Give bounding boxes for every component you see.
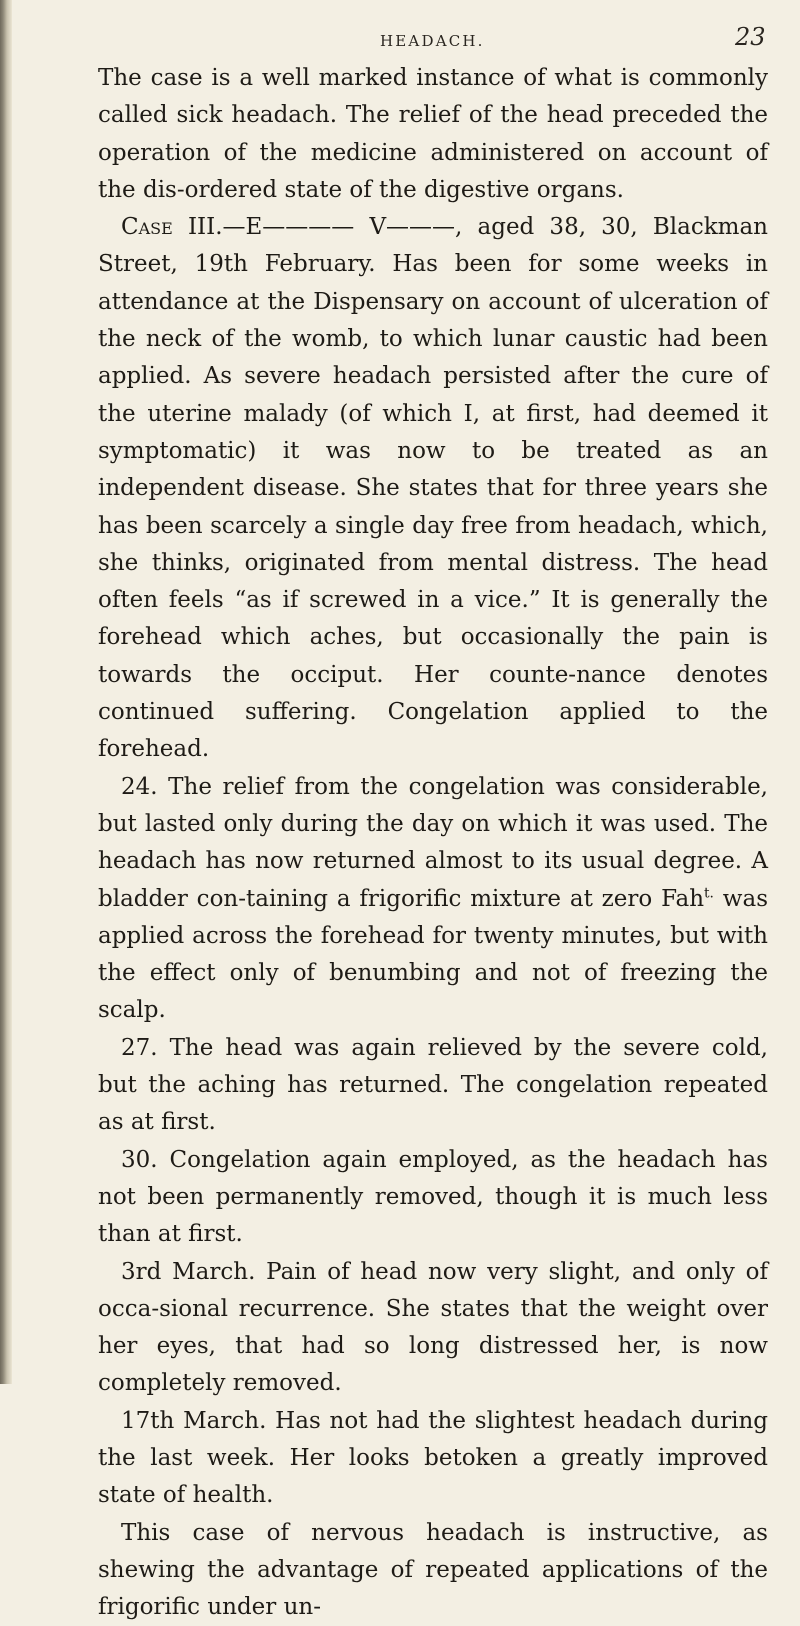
page-header	[0, 12, 800, 52]
paragraph-entry-27	[98, 1030, 768, 1142]
paragraph-case-summary	[98, 60, 768, 209]
case-label: Case III.	[121, 214, 223, 241]
paragraph-entry-24	[98, 769, 768, 1030]
superscript-abbreviation: t.	[704, 884, 714, 901]
paragraph-entry-march-3	[98, 1254, 768, 1403]
paragraph-entry-march-17	[98, 1403, 768, 1515]
paragraph-text: was applied across the forehead for twenty minutes, but with the effect only of benumbing and not of freezing the scalp.	[98, 885, 768, 1024]
paragraph-conclusion	[98, 1515, 768, 1626]
running-head: HEADACH.	[380, 32, 485, 50]
page-binding-edge	[0, 0, 12, 1384]
page-number: 23	[735, 23, 766, 51]
paragraph-text: 3rd March. Pain of head now very slight, and only of occa-sional recurrence. She states that the weight over her eyes, that had so long distressed her, is now completely removed.	[98, 1258, 768, 1397]
paragraph-text: The case is a well marked instance of what is commonly called sick headach. The relief of the head preceded the operation of the medicine administered on account of the dis-ordered state of the digestive organs.	[98, 65, 768, 203]
paragraph-case-three	[98, 209, 768, 768]
paragraph-text: This case of nervous headach is instructive, as shewing the advantage of repeated applications of the frigorific under un-	[98, 1519, 768, 1621]
paragraph-text: —E———— V———, aged 38, 30, Blackman Street, 19th February. Has been for some weeks in attendance at the Dispensary on account of ulceration of the neck of the womb, to which lunar caustic had been applied. As severe headach persisted after the cure of the uterine malady (of which I, at first, had deemed it symptomatic) it was now to be treated as an independent disease. She states that for three years she has been scarcely a single day free from headach, which, she thinks, originated from mental distress. The head often feels “as if screwed in a vice.” It is generally the forehead which aches, but occasionally the pain is towards the occiput. Her counte-nance denotes continued suffering. Congelation applied to the forehead.	[98, 214, 768, 763]
paragraph-text: 30. Congelation again employed, as the headach has not been permanently removed, though it is much less than at first.	[98, 1146, 768, 1248]
paragraph-text: 17th March. Has not had the slightest headach during the last week. Her looks betoken a greatly improved state of health.	[98, 1407, 768, 1509]
body-text	[98, 60, 768, 1626]
paragraph-text: 24. The relief from the congelation was considerable, but lasted only during the day on which it was used. The headach has now returned almost to its usual degree. A bladder con-taining a frigorific mixture at zero Fah	[98, 773, 768, 912]
paragraph-entry-30	[98, 1142, 768, 1254]
paragraph-text: 27. The head was again relieved by the severe cold, but the aching has returned. The congelation repeated as at first.	[98, 1034, 768, 1136]
